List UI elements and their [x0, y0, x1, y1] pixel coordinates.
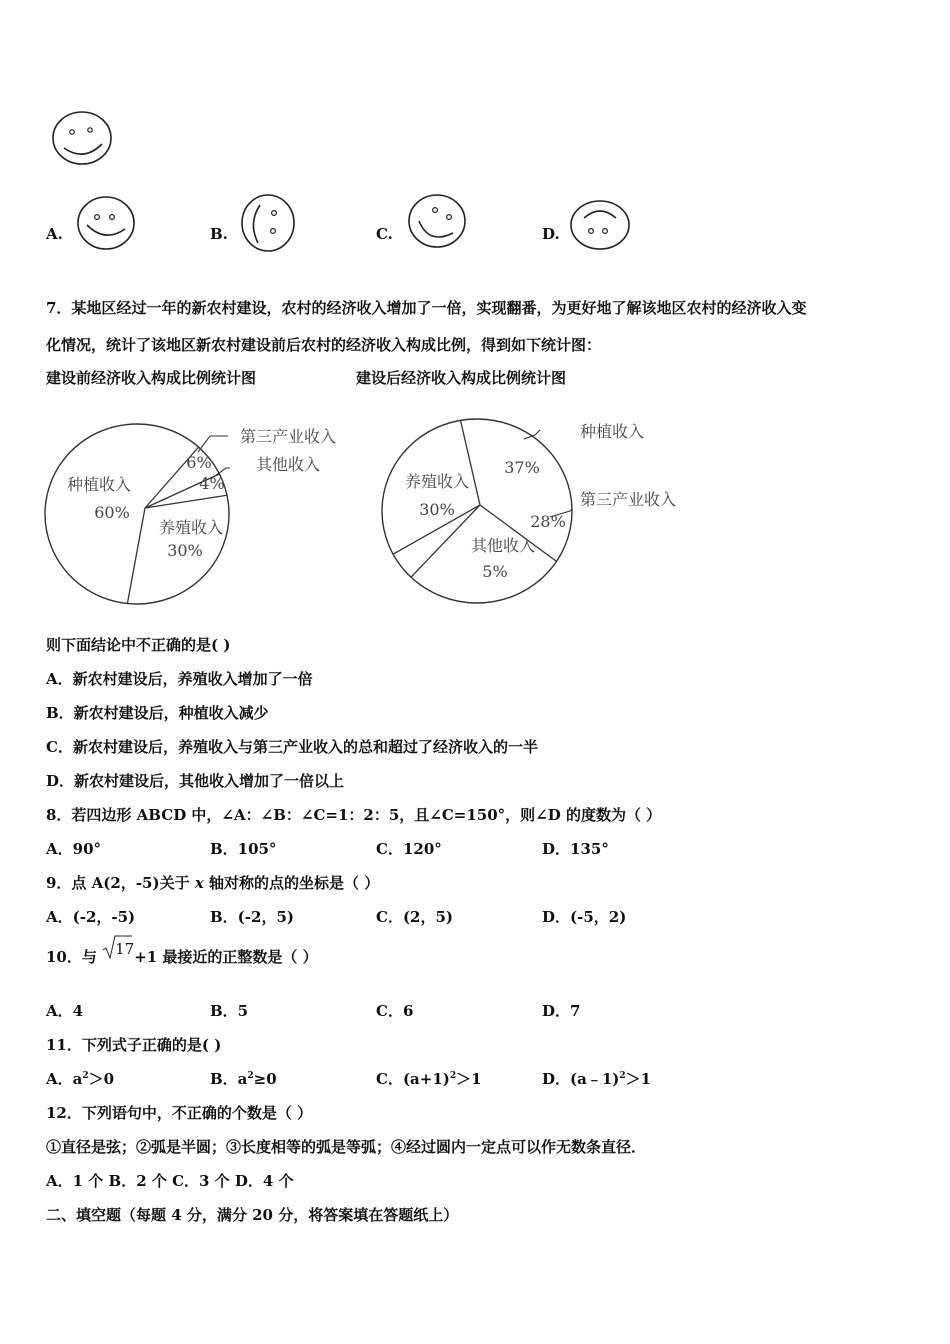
pie-slice-label: 养殖收入 — [158, 518, 224, 537]
pie-slice-label: 其他收入 — [470, 536, 536, 555]
chart-before-title: 建设前经济收入构成比例统计图 — [46, 369, 257, 387]
pie-slice-boundary — [461, 420, 480, 505]
pie-slice-pct: 6% — [186, 453, 212, 472]
q8-option-c[interactable]: C．120° — [376, 840, 442, 858]
q8-text: 8．若四边形 ABCD 中，∠A：∠B：∠C=1：2：5，且∠C=150°，则∠D 的度数为（ ） — [46, 806, 662, 824]
pie-slice-boundary — [127, 508, 145, 604]
pie-leader-line — [198, 436, 228, 452]
pie-slice-label: 养殖收入 — [404, 472, 470, 491]
q7-text-line1: 7．某地区经过一年的新农村建设，农村的经济收入增加了一倍，实现翻番，为更好地了解该地区农村的经济收入变 — [46, 299, 807, 317]
pie-slice-pct: 4% — [199, 474, 225, 493]
chart-after-title: 建设后经济收入构成比例统计图 — [356, 369, 567, 387]
pie-outline — [382, 419, 572, 603]
q7-option-d[interactable]: D．新农村建设后，其他收入增加了一倍以上 — [46, 772, 345, 790]
reference-face — [50, 110, 116, 168]
q6-option-c-label[interactable]: C. — [376, 225, 393, 243]
face-mouth — [64, 144, 102, 154]
q9-text: 9．点 A(2，-5)关于 x 轴对称的点的坐标是（ ） — [46, 874, 380, 892]
q7-question: 则下面结论中不正确的是( ) — [46, 636, 231, 654]
q7-text-line2: 化情况，统计了该地区新农村建设前后农村的经济收入构成比例，得到如下统计图： — [46, 336, 602, 354]
q8-option-a[interactable]: A．90° — [46, 840, 102, 858]
pie-slice-pct: 5% — [482, 562, 508, 581]
q7-option-b[interactable]: B．新农村建设后，种植收入减少 — [46, 704, 269, 722]
q7-option-c[interactable]: C．新农村建设后，养殖收入与第三产业收入的总和超过了经济收入的一半 — [46, 738, 538, 756]
q10-option-a[interactable]: A．4 — [46, 1002, 84, 1020]
section2-title: 二、填空题（每题 4 分，满分 20 分，将答案填在答题纸上） — [46, 1206, 459, 1224]
q8-option-d[interactable]: D．135° — [542, 840, 609, 858]
q9-option-d[interactable]: D．(-5，2) — [542, 908, 627, 926]
q10-option-b[interactable]: B．5 — [210, 1002, 249, 1020]
q7-option-a[interactable]: A．新农村建设后，养殖收入增加了一倍 — [46, 670, 313, 688]
q10-option-c[interactable]: C．6 — [376, 1002, 414, 1020]
q12-statements: ①直径是弦；②弧是半圆；③长度相等的弧是等弧；④经过圆内一定点可以作无数条直径． — [46, 1138, 647, 1156]
pie-slice-label: 种植收入 — [66, 475, 132, 494]
q11-option-b[interactable]: B．$a^2\ge 0$ — [210, 1070, 277, 1088]
pie-slice-pct: 30% — [167, 541, 203, 560]
q9-option-b[interactable]: B．(-2，5) — [210, 908, 294, 926]
q6-option-d-label[interactable]: D. — [542, 225, 560, 243]
pie-slice-pct: 28% — [530, 512, 566, 531]
q11-option-d[interactable]: D．(a﹣1)$^2$＞1 — [542, 1070, 652, 1088]
pie-slice-label: 第三产业收入 — [579, 490, 677, 509]
q6-option-d-face[interactable] — [568, 198, 634, 256]
pie-slice-pct: 60% — [94, 503, 130, 522]
q6-option-a-face[interactable] — [75, 195, 139, 253]
q6-option-b-label[interactable]: B. — [210, 225, 228, 243]
pie-slice-pct: 37% — [504, 458, 540, 477]
face-eye-right — [88, 128, 92, 132]
q6-option-c-face[interactable] — [405, 193, 469, 253]
q11-text: 11．下列式子正确的是( ) — [46, 1036, 222, 1054]
q10-option-d[interactable]: D．7 — [542, 1002, 581, 1020]
pie-chart-before — [40, 412, 350, 612]
pie-leader-line — [524, 430, 540, 439]
face-eye-left — [70, 130, 74, 134]
q12-text: 12．下列语句中，不正确的个数是（ ） — [46, 1104, 313, 1122]
pie-chart-after — [370, 405, 690, 615]
q6-option-a-label[interactable]: A. — [46, 225, 63, 243]
q9-option-a[interactable]: A．(-2，-5) — [46, 908, 136, 926]
pie-slice-label: 种植收入 — [579, 422, 645, 441]
q10-text: 10．与 17+1 最接近的正整数是（ ） — [46, 946, 318, 967]
q6-option-b-face[interactable] — [240, 193, 300, 255]
q8-option-b[interactable]: B．105° — [210, 840, 277, 858]
sqrt-symbol: 17 — [102, 948, 134, 966]
q9-option-c[interactable]: C．(2，5) — [376, 908, 454, 926]
q11-option-a[interactable]: A．$a^2>0$ — [46, 1070, 115, 1088]
q11-option-c[interactable]: C．$(a+1)^2>1$ — [376, 1070, 482, 1088]
pie-slice-label: 第三产业收入 — [239, 427, 337, 446]
pie-outline — [45, 424, 229, 604]
pie-slice-label: 其他收入 — [255, 455, 321, 474]
q12-options[interactable]: A．1 个 B．2 个 C．3 个 D．4 个 — [46, 1172, 294, 1190]
pie-slice-boundary — [145, 495, 227, 508]
pie-slice-pct: 30% — [419, 500, 455, 519]
face-outline — [53, 112, 111, 164]
